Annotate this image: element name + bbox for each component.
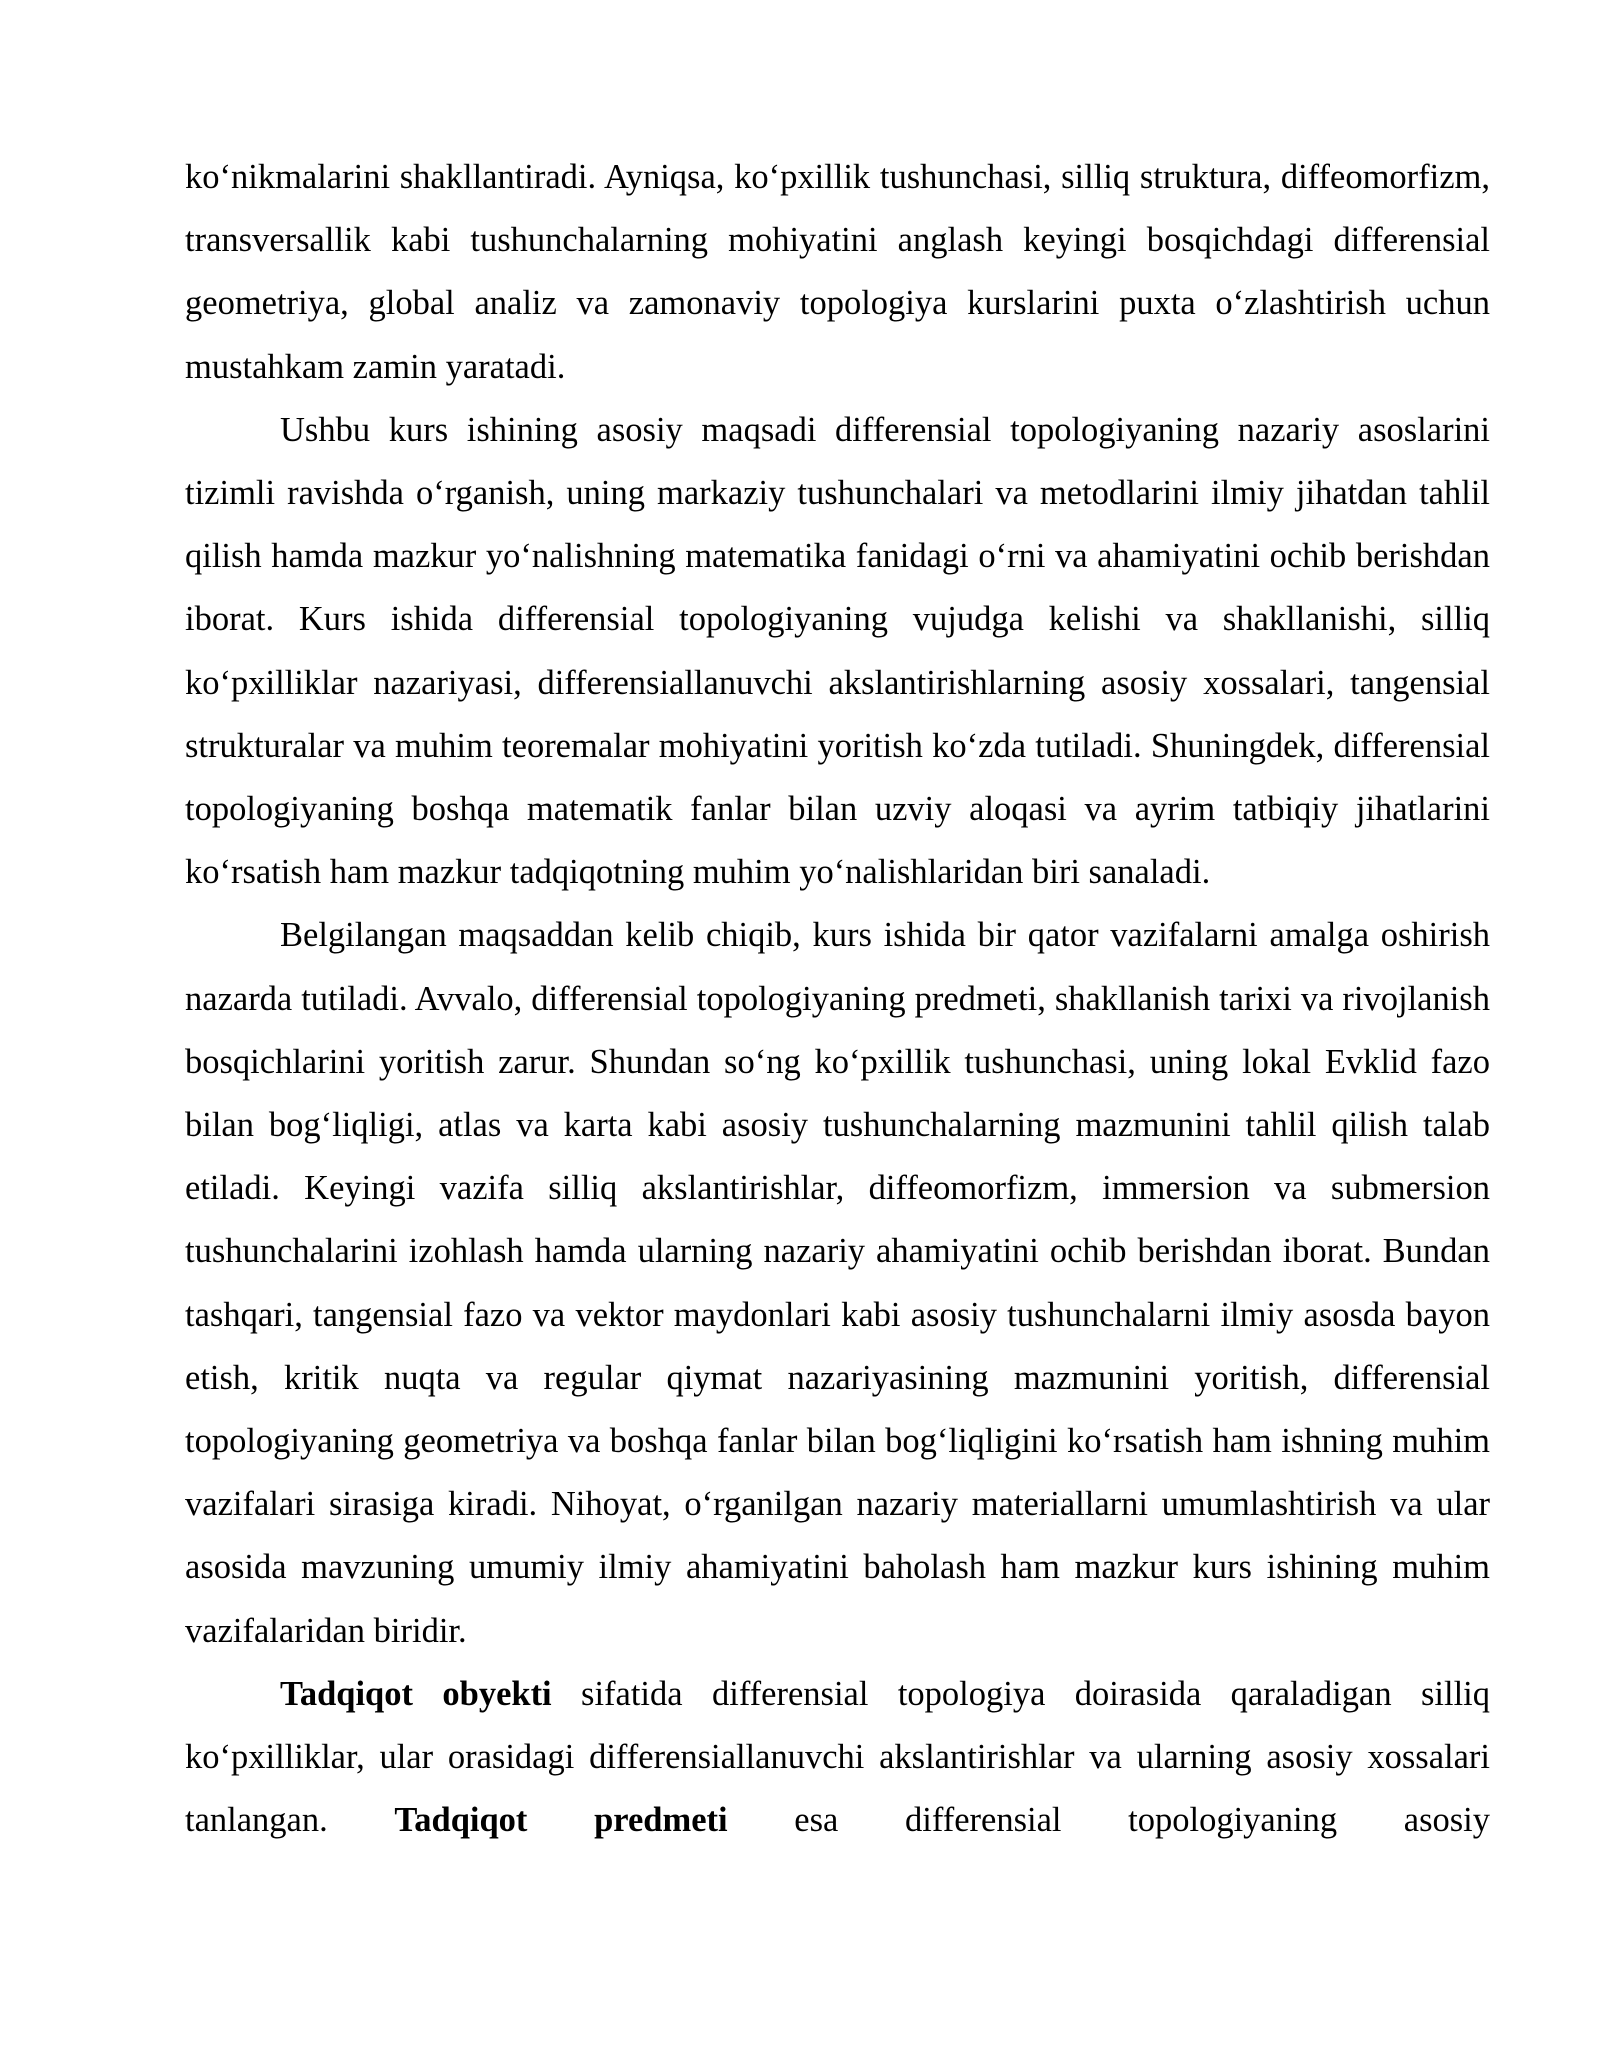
paragraph-2: Ushbu kurs ishining asosiy maqsadi differensial topologiyaning nazariy asoslarini tizimli ravishda o‘rganish, uning markaziy tushunchalari va metodlarini ilmiy jihatdan tahlil qilish hamda mazkur yo‘nalishning matematika fanidagi o‘rni va ahamiyatini ochib berishdan iborat. Kurs ishida differensial topologiyaning vujudga kelishi va shakllanishi, silliq ko‘pxilliklar nazariyasi, differensiallanuvchi akslantirishlarning asosiy xossalari, tangensial strukturalar va muhim teoremalar mohiyatini yoritish ko‘zda tutiladi. Shuningdek, differensial topologiyaning boshqa matematik fanlar bilan uzviy aloqasi va ayrim tatbiqiy jihatlarini ko‘rsatish ham mazkur tadqiqotning muhim yo‘nalishlaridan biri sanaladi. xyxy=(185,410,1490,892)
paragraph-4-text-2: esa differensial topologiyaning asosiy xyxy=(727,1801,1491,1840)
term-research-subject: Tadqiqot predmeti xyxy=(394,1801,728,1840)
term-research-object: Tadqiqot obyekti xyxy=(280,1674,552,1713)
paragraph-1: ko‘nikmalarini shakllantiradi. Ayniqsa, ko‘pxillik tushunchasi, silliq struktura, diffeomorfizm, transversallik kabi tushunchalarning mohiyatini anglash keyingi bosqichdagi differensial geometriya, global analiz va zamonaviy topologiya kurslarini puxta o‘zlashtirish uchun mustahkam zamin yaratadi. xyxy=(185,158,1490,386)
paragraph-4 xyxy=(185,1663,1490,1853)
document-page xyxy=(185,146,1490,1852)
paragraph-3: Belgilangan maqsaddan kelib chiqib, kurs ishida bir qator vazifalarni amalga oshirish nazarda tutiladi. Avvalo, differensial topologiyaning predmeti, shakllanish tarixi va rivojlanish bosqichlarini yoritish zarur. Shundan so‘ng ko‘pxillik tushunchasi, uning lokal Evklid fazo bilan bog‘liqligi, atlas va karta kabi asosiy tushunchalarning mazmunini tahlil qilish talab etiladi. Keyingi vazifa silliq akslantirishlar, diffeomorfizm, immersion va submersion tushunchalarini izohlash hamda ularning nazariy ahamiyatini ochib berishdan iborat. Bundan tashqari, tangensial fazo va vektor maydonlari kabi asosiy tushunchalarni ilmiy asosda bayon etish, kritik nuqta va regular qiymat nazariyasining mazmunini yoritish, differensial topologiyaning geometriya va boshqa fanlar bilan bog‘liqligini ko‘rsatish ham ishning muhim vazifalari sirasiga kiradi. Nihoyat, o‘rganilgan nazariy materiallarni umumlashtirish va ular asosida mavzuning umumiy ilmiy ahamiyatini baholash ham mazkur kurs ishining muhim vazifalaridan biridir. xyxy=(185,916,1490,1650)
paragraph-4-text-1: sifatida differensial topologiya doirasida qaraladigan silliq ko‘pxilliklar, ular orasidagi differensiallanuvchi akslantirishlar va ularning asosiy xossalari tanlangan. xyxy=(185,1674,1490,1840)
